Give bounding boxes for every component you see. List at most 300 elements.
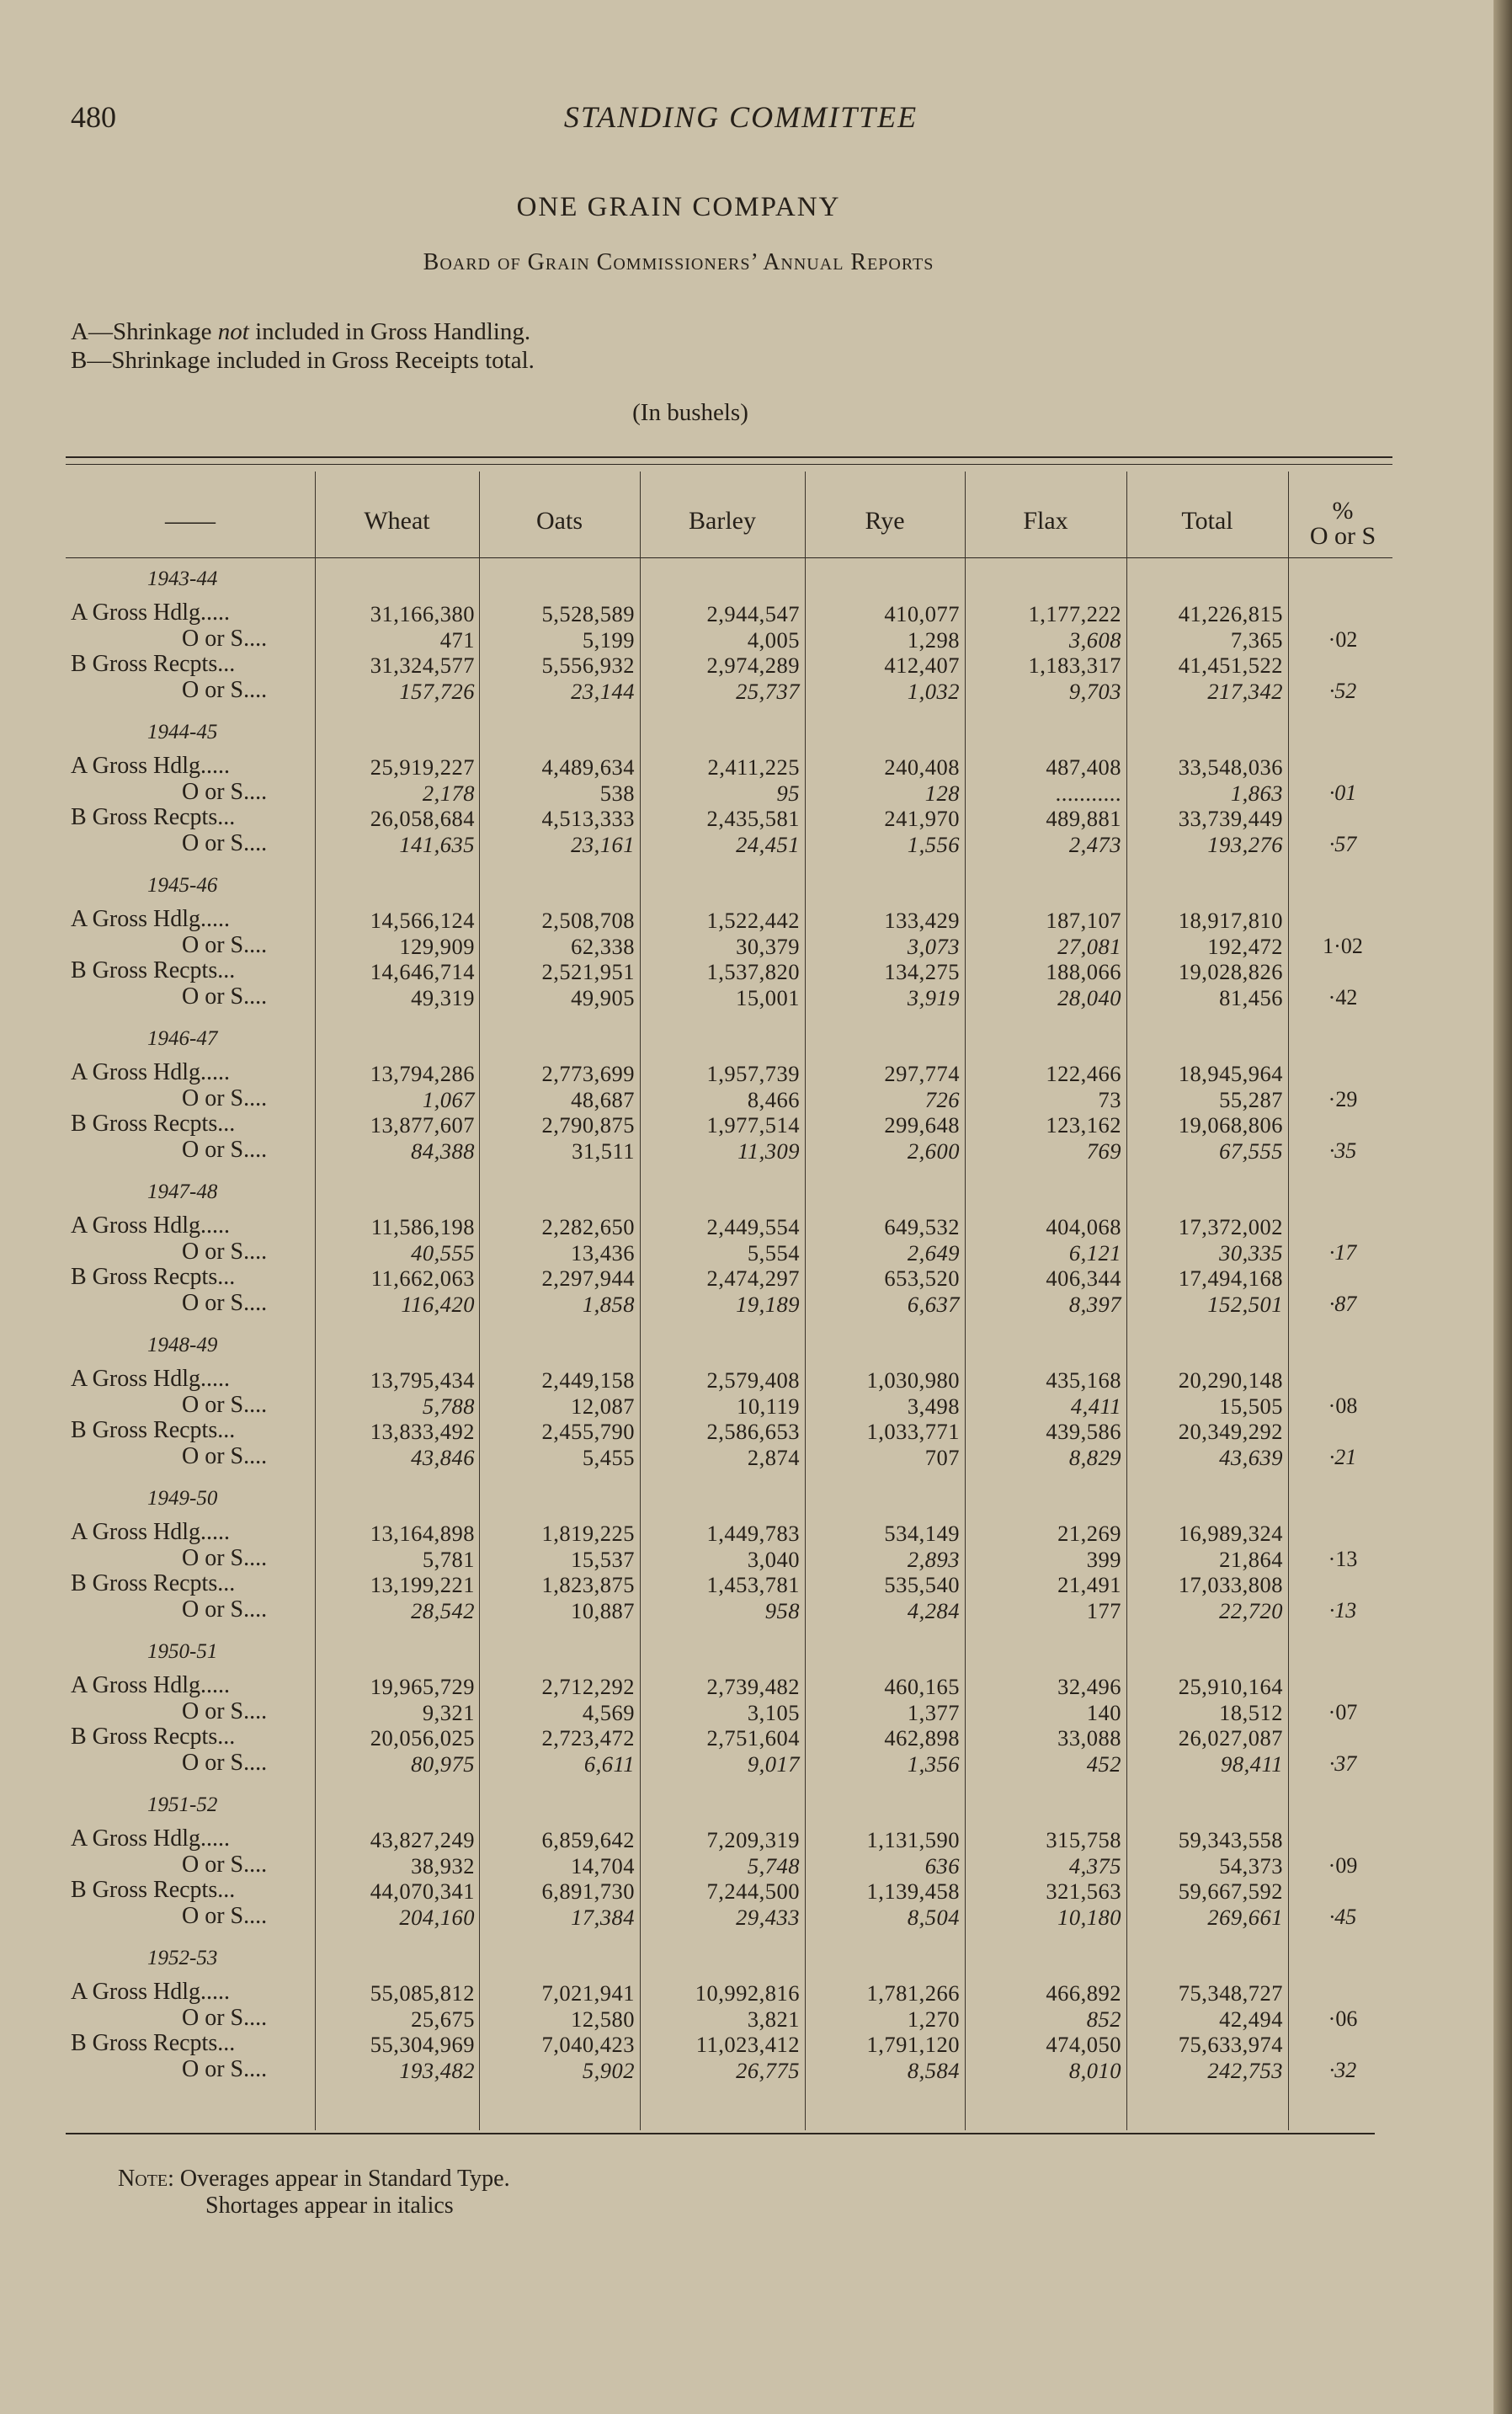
table-cell: 21,269 [1057,1521,1121,1546]
row-label: B Gross Recpts... [71,651,236,677]
table-cell: 10,992,816 [695,1980,800,2006]
table-cell: 122,466 [1046,1061,1121,1086]
table-cell: 4,375 [1068,1852,1121,1878]
table-cell: 129,909 [399,933,475,959]
table-cell: 1,537,820 [706,959,800,984]
table-cell: 3,919 [907,984,960,1010]
table-cell: 3,608 [1068,626,1121,653]
pct-cell: ·06 [1328,2006,1358,2031]
year-label: 1944-45 [147,721,218,743]
header-bottom-rule [66,557,1392,558]
table-cell: 8,504 [907,1904,960,1930]
year-label: 1948-49 [147,1334,218,1356]
table-cell: 2,586,653 [706,1419,800,1444]
row-label: O or S.... [182,2055,268,2082]
row-label: B Gross Recpts... [71,2030,236,2056]
table-cell: 192,472 [1207,933,1283,959]
table-cell: 242,753 [1207,2057,1283,2083]
table-cell: 1,131,590 [866,1827,960,1852]
table-cell: 5,781 [422,1546,475,1572]
row-label: O or S.... [182,931,268,958]
table-cell: 33,088 [1057,1725,1121,1751]
table-cell: 20,056,025 [370,1725,475,1751]
table-cell: 141,635 [399,831,475,857]
table-cell: 452 [1086,1751,1121,1777]
table-cell: 13,794,286 [370,1061,475,1086]
header-pct-label: O or S [1309,522,1376,550]
page-number: 480 [71,100,116,134]
table-cell: 2,474,297 [706,1266,800,1291]
table-cell: 21,491 [1057,1572,1121,1597]
table-cell: 32,496 [1057,1674,1121,1699]
table-cell: 11,662,063 [370,1266,475,1291]
row-label: O or S.... [182,2004,268,2031]
table-cell: 80,975 [411,1751,475,1777]
row-label: B Gross Recpts... [71,1724,236,1750]
year-label: 1943-44 [147,568,218,590]
table-cell: 11,309 [737,1138,800,1164]
table-cell: 134,275 [884,959,960,984]
table-cell: 2,773,699 [541,1061,635,1086]
row-label: O or S.... [182,1851,268,1878]
pct-cell: ·52 [1328,678,1357,703]
table-cell: 23,161 [571,831,635,857]
table-cell: 6,891,730 [541,1878,635,1904]
table-cell: 42,494 [1219,2006,1283,2032]
row-label: A Gross Hdlg..... [71,1519,231,1545]
table-cell: 15,505 [1219,1393,1283,1419]
table-cell: 2,411,225 [707,754,800,780]
table-subtitle: Board of Grain Commissioners’ Annual Reports [423,249,934,275]
table-cell: 10,119 [737,1393,800,1419]
table-cell: 1,863 [1230,780,1283,806]
table-cell: 43,846 [411,1444,475,1470]
table-cell: 2,579,408 [706,1367,800,1393]
table-cell: 269,661 [1207,1904,1283,1930]
table-cell: 25,675 [411,2006,475,2032]
table-cell: 2,455,790 [541,1419,635,1444]
table-cell: 55,287 [1219,1086,1283,1112]
table-cell: 19,965,729 [370,1674,475,1699]
table-cell: 2,974,289 [706,653,800,678]
table-cell: 2,723,472 [541,1725,635,1751]
table-cell: 24,451 [736,831,800,857]
header-total: Total [1181,507,1233,535]
table-cell: 1,819,225 [541,1521,635,1546]
table-cell: 1,453,781 [706,1572,800,1597]
table-cell: 412,407 [884,653,960,678]
table-cell: 1,791,120 [866,2032,960,2057]
table-cell: 8,466 [747,1086,800,1112]
table-cell: 5,554 [747,1239,800,1266]
table-cell: 187,107 [1046,908,1121,933]
table-cell: 44,070,341 [370,1878,475,1904]
row-label: O or S.... [182,1902,268,1929]
table-cell: 19,189 [736,1291,800,1317]
table-cell: 3,073 [907,933,960,959]
table-cell: 315,758 [1046,1827,1121,1852]
table-cell: 1,377 [907,1699,960,1725]
row-label: O or S.... [182,1749,268,1776]
footnote-line-2: Shortages appear in italics [205,2193,454,2219]
table-cell: 18,512 [1219,1699,1283,1725]
table-cell: 152,501 [1207,1291,1283,1317]
table-cell: 3,498 [907,1393,960,1419]
row-label: B Gross Recpts... [71,957,236,983]
table-cell: 404,068 [1046,1214,1121,1239]
table-cell: 1,177,222 [1028,601,1121,626]
footnote-line-1: Overages appear in Standard Type. [173,2166,510,2192]
header-wheat: Wheat [364,507,430,535]
table-cell: 18,945,964 [1178,1061,1283,1086]
row-label: O or S.... [182,625,268,652]
row-label: B Gross Recpts... [71,1877,236,1903]
table-cell: 20,349,292 [1178,1419,1283,1444]
row-label: O or S.... [182,1544,268,1571]
row-label: A Gross Hdlg..... [71,1979,231,2005]
table-cell: 462,898 [884,1725,960,1751]
pct-cell: ·32 [1328,2057,1357,2082]
pct-cell: ·08 [1328,1393,1358,1418]
table-cell: 2,282,650 [541,1214,635,1239]
table-cell: 9,017 [747,1751,800,1777]
pct-cell: ·57 [1328,831,1357,856]
header-rye: Rye [865,507,905,535]
table-cell: 40,555 [411,1239,475,1266]
table-cell: 12,087 [571,1393,635,1419]
table-cell: 49,905 [571,984,635,1010]
table-cell: 1,781,266 [866,1980,960,2006]
table-cell: 399 [1086,1546,1121,1572]
table-cell: 193,276 [1207,831,1283,857]
table-cell: 2,739,482 [706,1674,800,1699]
table-cell: 7,365 [1230,626,1283,653]
row-label: O or S.... [182,676,268,703]
table-cell: 13,199,221 [370,1572,475,1597]
table-cell: 2,600 [907,1138,960,1164]
row-label: A Gross Hdlg..... [71,1825,231,1852]
table-cell: 460,165 [884,1674,960,1699]
table-cell: 5,528,589 [541,601,635,626]
row-label: A Gross Hdlg..... [71,1366,231,1392]
table-cell: 33,739,449 [1178,806,1283,831]
table-cell: 471 [439,626,475,653]
row-label: O or S.... [182,983,268,1010]
row-label: A Gross Hdlg..... [71,1059,231,1085]
table-cell: 2,297,944 [541,1266,635,1291]
table-cell: 75,348,727 [1178,1980,1283,2006]
table-cell: 299,648 [884,1112,960,1138]
table-cell: 10,887 [571,1597,635,1623]
year-label: 1951-52 [147,1793,218,1816]
table-cell: 31,511 [572,1138,635,1164]
table-cell: 2,473 [1068,831,1121,857]
pct-cell: ·07 [1328,1699,1358,1724]
table-cell: 5,455 [582,1444,635,1470]
pct-cell: ·29 [1328,1086,1358,1111]
table-cell: 17,372,002 [1178,1214,1283,1239]
table-cell: 19,028,826 [1178,959,1283,984]
table-cell: 1,183,317 [1028,653,1121,678]
table-cell: 1,356 [907,1751,960,1777]
table-cell: 17,384 [571,1904,635,1930]
table-cell: 43,827,249 [370,1827,475,1852]
row-label: A Gross Hdlg..... [71,600,231,626]
table-cell: 1,139,458 [866,1878,960,1904]
row-label: O or S.... [182,1136,268,1163]
table-cell: 1,030,980 [866,1367,960,1393]
col-divider [315,472,316,2130]
note-a [71,318,530,346]
year-label: 1946-47 [147,1027,218,1050]
table-cell: 157,726 [399,678,475,704]
table-cell: 487,408 [1046,754,1121,780]
table-cell: 17,494,168 [1178,1266,1283,1291]
table-cell: 177 [1086,1597,1121,1623]
table-cell: 26,027,087 [1178,1725,1283,1751]
table-cell: 59,667,592 [1178,1878,1283,1904]
table-cell: 466,892 [1046,1980,1121,2006]
pct-cell: ·42 [1328,984,1358,1010]
table-cell: 49,319 [411,984,475,1010]
footnote-label: Note: [118,2166,174,2192]
table-cell: 6,611 [583,1751,635,1777]
table-cell: 7,244,500 [706,1878,800,1904]
table-cell: 13,833,492 [370,1419,475,1444]
table-cell: 1,957,739 [706,1061,800,1086]
table-cell: 59,343,558 [1178,1827,1283,1852]
table-cell: 1,556 [907,831,960,857]
table-top-rule [66,456,1392,458]
pct-cell: ·45 [1328,1904,1357,1929]
row-label: O or S.... [182,1084,268,1111]
row-label: O or S.... [182,1442,268,1469]
table-cell: 30,335 [1219,1239,1283,1266]
table-cell: 5,556,932 [541,653,635,678]
table-cell: 98,411 [1221,1751,1283,1777]
table-cell: 55,085,812 [370,1980,475,2006]
table-cell: 1,449,783 [706,1521,800,1546]
year-label: 1947-48 [147,1180,218,1203]
table-cell: 653,520 [884,1266,960,1291]
table-cell: 48,687 [571,1086,635,1112]
table-cell: 1,032 [907,678,960,704]
table-cell: 27,081 [1057,933,1121,959]
table-cell: 410,077 [884,601,960,626]
table-cell: 726 [924,1086,960,1112]
header-corner: —— [165,507,216,535]
note-a-suffix: included in Gross Handling. [248,318,531,345]
table-cell: 6,637 [907,1291,960,1317]
footnote [118,2166,510,2193]
pct-cell: ·09 [1328,1852,1358,1878]
table-cell: 11,023,412 [695,2032,800,2057]
table-cell: 10,180 [1057,1904,1121,1930]
table-cell: 22,720 [1219,1597,1283,1623]
table-cell: 4,411 [1070,1393,1121,1419]
table-cell: 95 [776,780,800,806]
table-cell: 7,021,941 [541,1980,635,2006]
table-cell: 1,033,771 [866,1419,960,1444]
table-cell: 636 [924,1852,960,1878]
table-cell: 2,508,708 [541,908,635,933]
table-cell: 474,050 [1046,2032,1121,2057]
table-cell: 240,408 [884,754,960,780]
pct-cell: ·35 [1328,1138,1357,1163]
table-cell: 31,166,380 [370,601,475,626]
table-cell: 1,977,514 [706,1112,800,1138]
table-cell: 2,449,554 [706,1214,800,1239]
row-label: O or S.... [182,829,268,856]
table-cell: 19,068,806 [1178,1112,1283,1138]
table-cell: 193,482 [399,2057,475,2083]
pct-cell: ·13 [1328,1546,1358,1571]
table-cell: 25,919,227 [370,754,475,780]
row-label: O or S.... [182,1697,268,1724]
row-label: B Gross Recpts... [71,1570,236,1596]
note-a-prefix: A—Shrinkage [71,318,218,345]
table-cell: 11,586,198 [370,1214,475,1239]
table-cell: 116,420 [401,1291,475,1317]
table-cell: 188,066 [1046,959,1121,984]
table-cell: 28,542 [411,1597,475,1623]
table-cell: 1,298 [907,626,960,653]
row-label: B Gross Recpts... [71,1417,236,1443]
table-cell: 41,451,522 [1178,653,1283,678]
table-cell: 1,823,875 [541,1572,635,1597]
table-bottom-rule [66,2133,1375,2134]
table-cell: 439,586 [1046,1419,1121,1444]
table-cell: 4,489,634 [541,754,635,780]
header-flax: Flax [1023,507,1068,535]
pct-cell: ·17 [1328,1239,1357,1265]
table-cell: 133,429 [884,908,960,933]
table-cell: 67,555 [1219,1138,1283,1164]
year-label: 1952-53 [147,1947,218,1969]
row-label: A Gross Hdlg..... [71,1212,231,1239]
table-cell: 2,178 [422,780,475,806]
table-cell: 8,584 [907,2057,960,2083]
table-cell: 16,989,324 [1178,1521,1283,1546]
row-label: O or S.... [182,1238,268,1265]
table-cell: 321,563 [1046,1878,1121,1904]
table-cell: 23,144 [571,678,635,704]
pct-cell: ·13 [1328,1597,1357,1623]
table-cell: 54,373 [1219,1852,1283,1878]
row-label: O or S.... [182,1391,268,1418]
table-cell: 769 [1086,1138,1121,1164]
row-label: A Gross Hdlg..... [71,753,231,779]
table-cell: 13,795,434 [370,1367,475,1393]
table-cell: 26,058,684 [370,806,475,831]
table-cell: 14,646,714 [370,959,475,984]
table-cell: 241,970 [884,806,960,831]
table-cell: 43,639 [1219,1444,1283,1470]
table-cell: 2,944,547 [706,601,800,626]
table-cell: 852 [1086,2006,1121,2032]
table-cell: 13,436 [571,1239,635,1266]
table-cell: 2,751,604 [706,1725,800,1751]
table-cell: 140 [1086,1699,1121,1725]
table-cell: ........... [1055,780,1121,806]
table-cell: 84,388 [411,1138,475,1164]
table-cell: 958 [764,1597,800,1623]
pct-cell: ·21 [1328,1444,1357,1469]
note-a-emphasis: not [217,318,249,345]
table-cell: 406,344 [1046,1266,1121,1291]
table-cell: 7,209,319 [706,1827,800,1852]
page-edge-shadow [1493,0,1512,2414]
table-cell: 4,513,333 [541,806,635,831]
table-cell: 5,902 [582,2057,635,2083]
table-cell: 707 [924,1444,960,1470]
table-cell: 9,703 [1068,678,1121,704]
table-cell: 2,649 [907,1239,960,1266]
table-cell: 25,910,164 [1178,1674,1283,1699]
table-cell: 30,379 [736,933,800,959]
table-cell: 21,864 [1219,1546,1283,1572]
table-cell: 55,304,969 [370,2032,475,2057]
table-cell: 1,270 [907,2006,960,2032]
pct-cell: 1·02 [1323,933,1363,958]
col-divider [640,472,641,2130]
table-cell: 204,160 [399,1904,475,1930]
table-cell: 2,893 [907,1546,960,1572]
row-label: B Gross Recpts... [71,804,236,830]
header-oats: Oats [536,507,583,535]
table-cell: 14,566,124 [370,908,475,933]
table-cell: 15,537 [571,1546,635,1572]
table-cell: 2,449,158 [541,1367,635,1393]
table-cell: 3,105 [747,1699,800,1725]
table-cell: 2,521,951 [541,959,635,984]
table-cell: 538 [599,780,635,806]
header-barley: Barley [689,507,756,535]
table-cell: 31,324,577 [370,653,475,678]
table-cell: 5,199 [582,626,635,653]
year-label: 1945-46 [147,874,218,897]
table-cell: 2,712,292 [541,1674,635,1699]
table-cell: 25,737 [736,678,800,704]
table-cell: 649,532 [884,1214,960,1239]
table-cell: 535,540 [884,1572,960,1597]
table-cell: 29,433 [736,1904,800,1930]
table-cell: 2,874 [747,1444,800,1470]
table-cell: 13,164,898 [370,1521,475,1546]
table-cell: 8,829 [1068,1444,1121,1470]
row-label: O or S.... [182,1289,268,1316]
table-cell: 15,001 [736,984,800,1010]
pct-cell: ·37 [1328,1751,1357,1776]
table-cell: 123,162 [1046,1112,1121,1138]
table-cell: 297,774 [884,1061,960,1086]
table-cell: 7,040,423 [541,2032,635,2057]
table-cell: 3,821 [747,2006,800,2032]
table-top-rule-2 [66,464,1392,465]
table-cell: 4,005 [747,626,800,653]
table-cell: 73 [1098,1086,1121,1112]
table-cell: 4,569 [582,1699,635,1725]
table-cell: 6,859,642 [541,1827,635,1852]
row-label: A Gross Hdlg..... [71,1672,231,1698]
table-cell: 28,040 [1057,984,1121,1010]
table-title: ONE GRAIN COMPANY [516,192,841,222]
table-cell: 6,121 [1068,1239,1121,1266]
table-cell: 4,284 [907,1597,960,1623]
pct-cell: ·87 [1328,1291,1357,1316]
pct-cell: ·01 [1328,780,1357,805]
table-cell: 1,522,442 [706,908,800,933]
